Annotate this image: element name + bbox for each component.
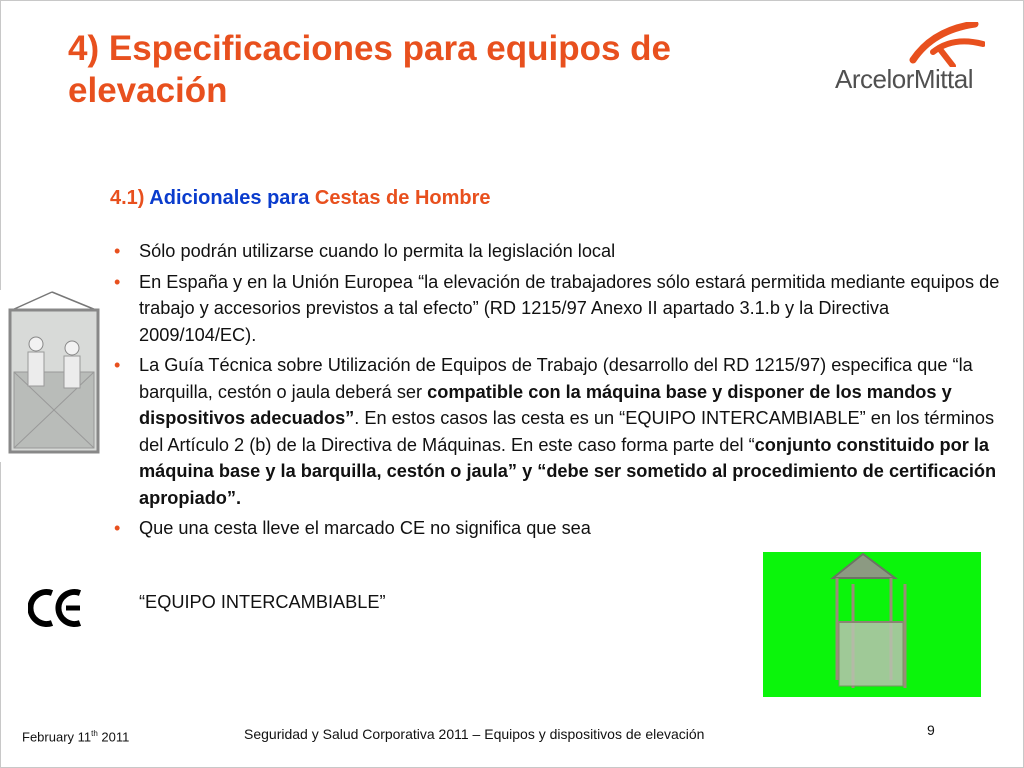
footer-date-year: 2011 xyxy=(97,729,130,745)
subtitle-number: 4.1) xyxy=(110,187,150,209)
ce-mark-graphic xyxy=(28,588,86,628)
bullet-dot: • xyxy=(114,518,121,538)
arcelormittal-logo xyxy=(835,22,985,102)
bullet-bold-text: compatible con la máquina base y disponer de los mandos y dispositivos adecuados” xyxy=(139,381,952,428)
footer-date-month: February 11 xyxy=(22,729,92,745)
bullet-text: . En estos casos las cesta es un “EQUIPO INTERCAMBIABLE” en los términos del Artículo 2 (b) de la Directiva de Máquinas. En este caso forma parte del “ xyxy=(139,408,995,455)
page-number: 9 xyxy=(927,722,935,738)
subtitle-orange-text: Cestas de Hombre xyxy=(314,187,491,209)
man-basket-illustration xyxy=(0,290,104,462)
section-subtitle xyxy=(110,187,491,210)
subtitle-blue-text: Adicionales para xyxy=(149,187,315,209)
bullet-item xyxy=(112,352,1002,511)
bullet-list xyxy=(112,238,1002,546)
bullet-dot: • xyxy=(114,355,121,375)
bullet-bold-text: conjunto constituido por la máquina base y la barquilla, cestón o jaula” y “debe ser sometido al procedimiento de certificación apropiado”. xyxy=(139,434,997,508)
logo-swoosh-icon xyxy=(835,22,985,67)
bullet-item xyxy=(112,269,1002,349)
bullet-text: Sólo podrán utilizarse cuando lo permita la legislación local xyxy=(139,241,616,261)
bullet-item xyxy=(112,515,729,542)
footer-date xyxy=(22,729,129,744)
man-basket-photo xyxy=(0,290,104,462)
logo-text: ArcelorMittal xyxy=(835,64,973,94)
bullet-text: Que una cesta lleve el marcado CE no significa que sea xyxy=(139,518,591,538)
footer-title: Seguridad y Salud Corporativa 2011 – Equipos y dispositivos de elevación xyxy=(244,726,705,742)
bullet-text: La Guía Técnica sobre Utilización de Equipos de Trabajo (desarrollo del RD 1215/97) especifica que “la barquilla, cestón o jaula deberá ser xyxy=(139,355,973,402)
ce-mark-icon xyxy=(28,588,86,628)
basket-illustration xyxy=(763,552,981,697)
footer-date-suffix: th xyxy=(91,729,98,738)
slide-title: 4) Especificaciones para equipos de elevación xyxy=(68,29,671,110)
bullet-dot: • xyxy=(114,271,121,292)
bullet-item xyxy=(112,238,1002,265)
bullet-text: En España y en la Unión Europea “la elevación de trabajadores sólo estará permitida mediante equipos de trabajo y accesorios previstos a tal efecto” (RD 1215/97 Anexo II apartado 3.1.b y la Directiva 2009/104/EC). xyxy=(139,271,1000,345)
bullet-continuation: “EQUIPO INTERCAMBIABLE” xyxy=(139,592,386,612)
bullet-dot: • xyxy=(114,241,121,261)
basket-photo xyxy=(763,552,981,697)
